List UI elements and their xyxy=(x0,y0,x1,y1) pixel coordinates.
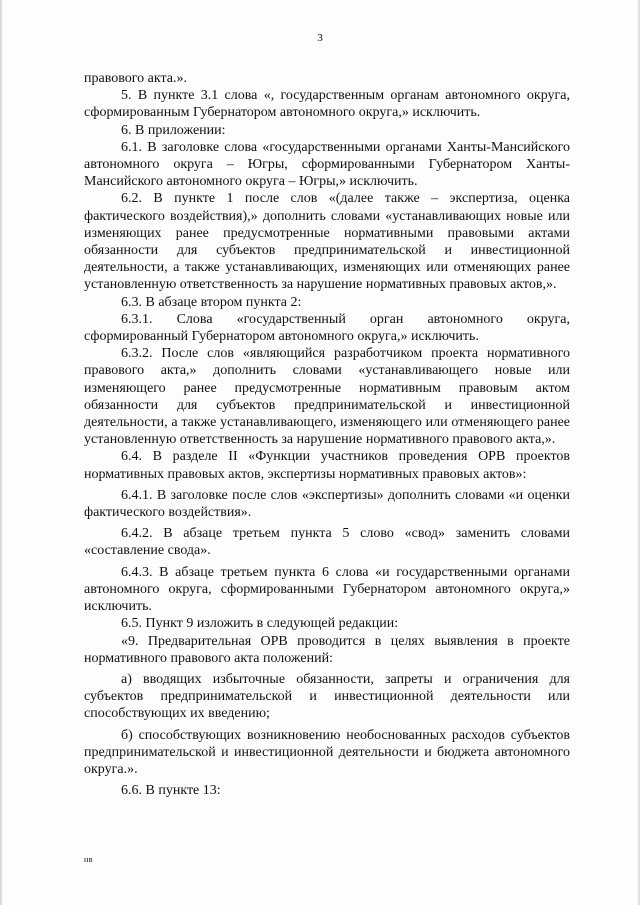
paragraph-item-6-2: 6.2. В пункте 1 после слов «(далее также – экспертиза, оценка фактического воздействия),» дополнить словами «устанавливающих новые или изменяющих ранее предусмотренные нормативными правовыми актами обязанности для субъектов предпринимательской и инвестиционной деятельности, а также устанавливающих, изменяющих или отменяющих ранее установленную ответственность за нарушение нормативных правовых актов,». xyxy=(84,191,570,293)
paragraph-item-6-3-2: 6.3.2. После слов «являющийся разработчиком проекта нормативного правового акта,» дополнить словами «устанавливающего новые или изменяющего ранее предусмотренные нормативным правовым актом обязанности для субъектов предпринимательской и инвестиционной деятельности, а также устанавливающего, изменяющего или отменяющего ранее установленную ответственность за нарушение нормативного правового акта,». xyxy=(84,346,570,448)
paragraph-subitem-a: а) вводящих избыточные обязанности, запреты и ограничения для субъектов предпринимательской и инвестиционной деятельности или способствующих их введению; xyxy=(84,671,570,722)
footer-initials: нв xyxy=(84,855,94,864)
paragraph-subitem-b: б) способствующих возникновению необоснованных расходов субъектов предпринимательской и инвестиционной деятельности и бюджета автономного округа.». xyxy=(84,727,570,777)
page-number: 3 xyxy=(317,32,323,44)
paragraph-item-6-5: 6.5. Пункт 9 изложить в следующей редакции: xyxy=(121,616,399,632)
paragraph-item-6-4-1: 6.4.1. В заголовке после слов «экспертизы» дополнить словами «и оценки фактического воздействия». xyxy=(84,487,570,521)
paragraph-item-6-4-2: 6.4.2. В абзаце третьем пункта 5 слово «свод» заменить словами «составление свода». xyxy=(84,526,570,559)
paragraph-continuation: правового акта.». xyxy=(84,71,187,86)
paragraph-item-5: 5. В пункте 3.1 слова «, государственным органам автономного округа, сформированным Губернатором автономного округа,» исключить. xyxy=(84,88,570,121)
paragraph-item-6-1: 6.1. В заголовке слова «государственными органами Ханты-Мансийского автономного округа – Югры, сформированными Губернатором Ханты-Мансийского автономного округа – Югры,» исключить. xyxy=(84,139,570,190)
scan-edge-left xyxy=(0,0,3,905)
document-body xyxy=(84,70,570,799)
paragraph-item-6-4: 6.4. В разделе II «Функции участников проведения ОРВ проектов нормативных правовых актов, экспертизы нормативных правовых актов»: xyxy=(84,449,570,482)
paragraph-item-6-4-3: 6.4.3. В абзаце третьем пункта 6 слова «и государственными органами автономного округа, сформированными Губернатором автономного округа,» исключить. xyxy=(84,564,570,615)
paragraph-item-6-6: 6.6. В пункте 13: xyxy=(121,783,221,799)
paragraph-item-6-3-1: 6.3.1. Слова «государственный орган автономного округа, сформированный Губернатором автономного округа,» исключить. xyxy=(84,311,570,345)
paragraph-item-6-3: 6.3. В абзаце втором пункта 2: xyxy=(121,294,302,310)
paragraph-item-9-quote: «9. Предварительная ОРВ проводится в целях выявления в проекте нормативного правового акта положений: xyxy=(84,633,570,666)
paragraph-item-6: 6. В приложении: xyxy=(121,122,226,138)
